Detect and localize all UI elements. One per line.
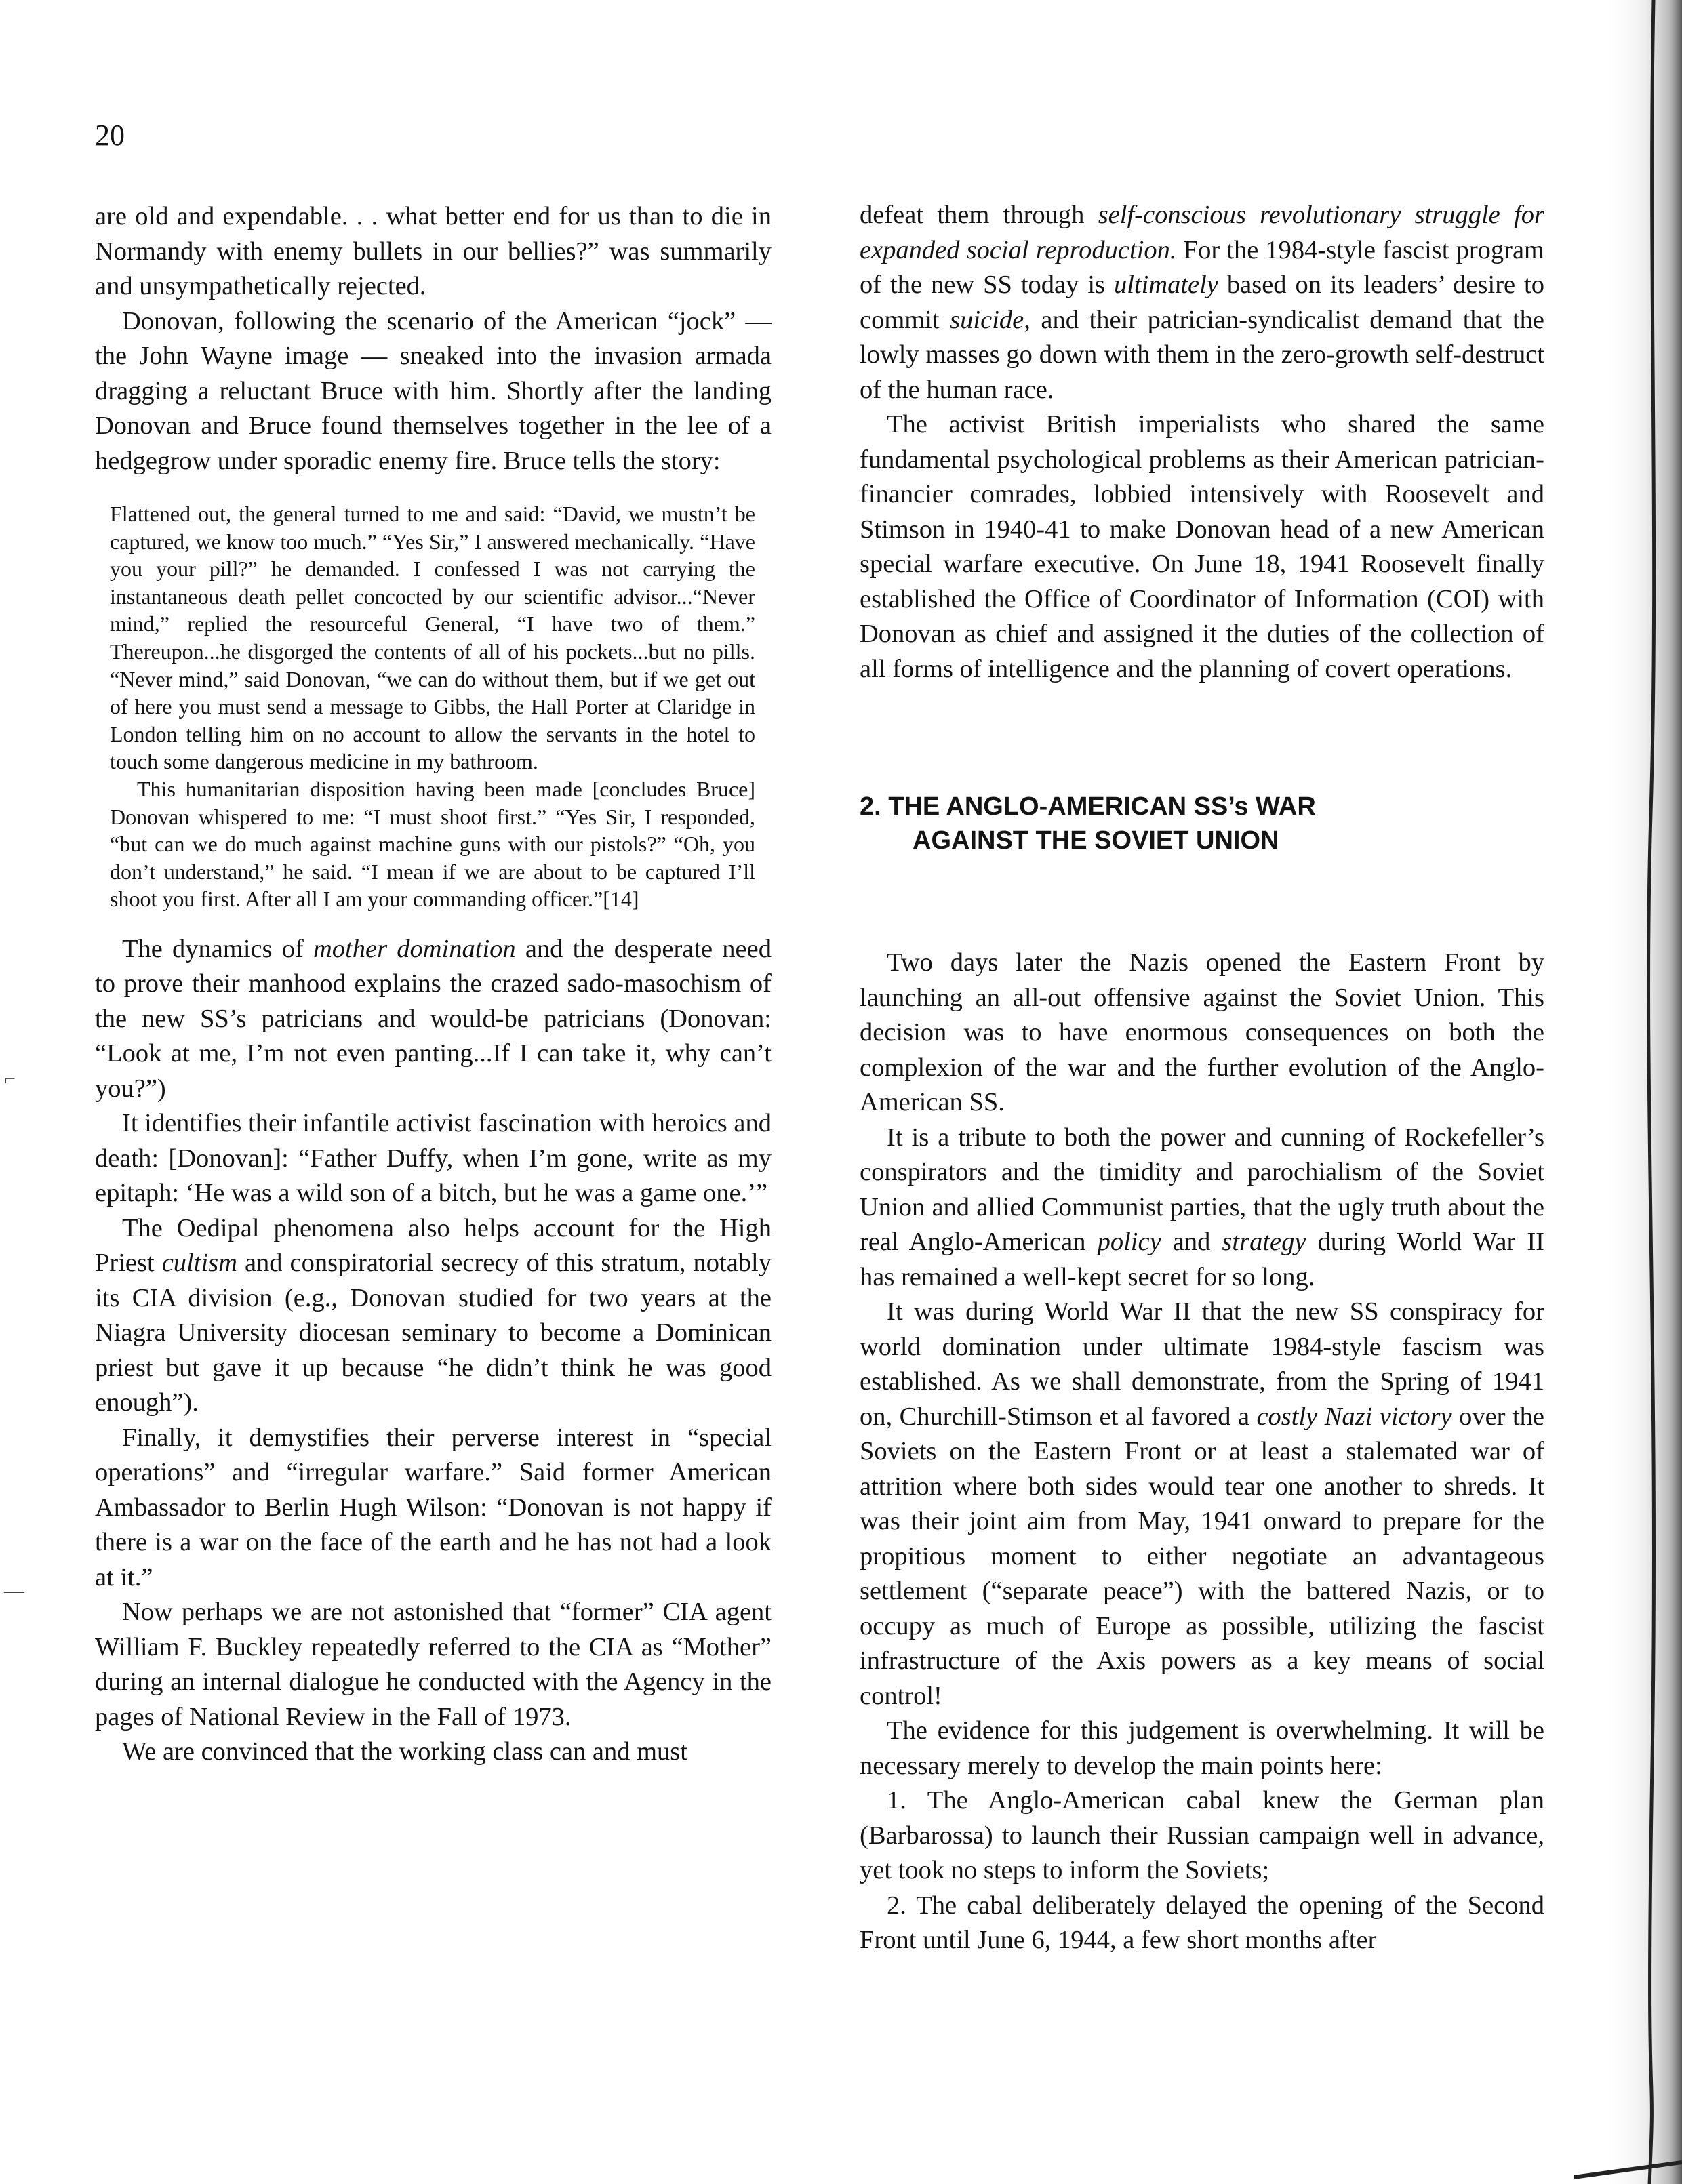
paragraph: are old and expendable. . . what better end for us than to die in Normandy with enemy bullets in our bellies?” was summarily and unsympathetically rejected. — [95, 202, 772, 300]
paragraph: The dynamics of mother domination and the desperate need to prove their manhood explains the crazed sado-masochism of the new SS’s patricians and would-be patricians (Donovan: “Look at me, I’m not even panting...If I can take it, why can’t you?”) — [95, 934, 772, 1103]
margin-mark: ⌐ — [4, 1068, 16, 1090]
paragraph: Donovan, following the scenario of the American “jock” — the John Wayne image — sneaked into the invasion armada dragging a reluctant Bruce with him. Shortly after the landing Donovan and Bruce found themselves together in the lee of a hedgegrow under sporadic enemy fire. Bruce tells the story: — [95, 306, 772, 475]
paragraph: It was during World War II that the new SS conspiracy for world domination under ultimate 1984-style fascism was established. As we shall demonstrate, from the Spring of 1941 on, Churchill-Stimson et al favored a costly Nazi victory over the Soviets on the Eastern Front or at least a stalemated war of attrition where both sides would tear one another to shreds. It was their joint aim from May, 1941 onward to prepare for the propitious moment to either negotiate an advantageous settlement (“separate peace”) with the battered Nazis, or to occupy as much of Europe as possible, utilizing the fascist infrastructure of the Axis powers as a key means of social control! — [860, 1297, 1544, 1710]
italic-emphasis: strategy — [1222, 1228, 1306, 1256]
heading-line: 2. THE ANGLO-AMERICAN SS’s WAR — [860, 792, 1316, 821]
italic-emphasis: self-conscious revolutionary struggle for expanded social reproduction. — [860, 201, 1545, 264]
italic-emphasis: cultism — [161, 1249, 237, 1278]
paragraph: 1. The Anglo-American cabal knew the German plan (Barbarossa) to launch their Russian campaign well in advance, yet took no steps to inform the Soviets; — [860, 1786, 1544, 1884]
paragraph: It is a tribute to both the power and cunning of Rockefeller’s conspirators and the timidity and parochialism of the Soviet Union and allied Communist parties, that the ugly truth about the real Anglo-American policy and strategy during World War II has remained a well-kept secret for so long. — [860, 1123, 1544, 1291]
margin-mark: — — [4, 1579, 24, 1602]
paragraph: We are convinced that the working class can and must — [122, 1737, 687, 1766]
paragraph: It identifies their infantile activist fascination with heroics and death: [Donovan]: “Father Duffy, when I’m gone, write as my epitaph: ‘He was a wild son of a bitch, but he was a game one.’” — [95, 1109, 772, 1208]
paragraph: Now perhaps we are not astonished that “former” CIA agent William F. Buckley repeatedly referred to the CIA as “Mother” during an internal dialogue he conducted with the Agency in the pages of National Review in the Fall of 1973. — [95, 1598, 772, 1731]
paragraph: Finally, it demystifies their perverse interest in “special operations” and “irregular warfare.” Said former American Ambassador to Berlin Hugh Wilson: “Donovan is not happy if there is a war on the face of the earth and he has not had a look at it.” — [95, 1423, 772, 1592]
paragraph: Two days later the Nazis opened the Eastern Front by launching an all-out offensive against the Soviet Union. This decision was to have enormous consequences on both the complexion of the war and the further evolution of the Anglo-American SS. — [860, 948, 1544, 1116]
right-column — [860, 198, 1544, 1958]
paragraph: 2. The cabal deliberately delayed the opening of the Second Front until June 6, 1944, a few short months after — [860, 1890, 1544, 1954]
quote-paragraph: This humanitarian disposition having been made [concludes Bruce] Donovan whispered to me: “I must shoot first.” “Yes Sir, I responded, “but can we do much against machine guns with our pistols?” “Oh, you don’t understand,” he said. “I mean if we are about to be captured I’ll shoot you first. After all I am your commanding officer.”[14] — [110, 776, 755, 912]
paragraph: The activist British imperialists who shared the same fundamental psychological problems as their American patrician-financier comrades, lobbied intensively with Roosevelt and Stimson in 1940-41 to make Donovan head of a new American special warfare executive. On June 18, 1941 Roosevelt finally established the Office of Coordinator of Information (COI) with Donovan as chief and assigned it the duties of the collection of all forms of intelligence and the planning of covert operations. — [860, 410, 1544, 683]
paragraph: The evidence for this judgement is overwhelming. It will be necessary merely to develop the main points here: — [860, 1716, 1544, 1780]
page-number: 20 — [95, 119, 125, 152]
scanned-page-edge — [1574, 0, 1682, 2184]
heading-line: AGAINST THE SOVIET UNION — [913, 826, 1279, 855]
italic-emphasis: suicide — [950, 305, 1024, 334]
left-column — [95, 199, 772, 1770]
italic-emphasis: costly Nazi victory — [1256, 1402, 1452, 1431]
paragraph: The Oedipal phenomena also helps account for the High Priest cultism and conspiratorial secrecy of this stratum, notably its CIA division (e.g., Donovan studied for two years at the Niagra University diocesan seminary to become a Dominican priest but gave it up because “he didn’t think he was good enough”). — [95, 1213, 772, 1417]
block-quote — [95, 500, 772, 913]
italic-emphasis: mother domination — [313, 934, 516, 963]
quote-paragraph: Flattened out, the general turned to me and said: “David, we mustn’t be captured, we know too much.” “Yes Sir,” I answered mechanically. “Have you your pill?” he demanded. I confessed I was not carrying the instantaneous death pellet concocted by our scientific advisor...“Never mind,” replied the resourceful General, “I have two of them.” Thereupon...he disgorged the contents of all of his pockets...but no pills. “Never mind,” said Donovan, “we can do without them, but if we get out of here you must send a message to Gibbs, the Hall Porter at Claridge in London telling him on no account to allow the servants in the hotel to touch some dangerous medicine in my bathroom. — [110, 502, 755, 774]
section-heading — [860, 790, 1544, 857]
italic-emphasis: ultimately — [1113, 270, 1218, 299]
italic-emphasis: policy — [1097, 1228, 1161, 1256]
paragraph: defeat them through self-conscious revolutionary struggle for expanded social reproduction. For the 1984-style fascist program of the new SS today is ultimately based on its leaders’ desire to commit suicide, and their patrician-syndicalist demand that the lowly masses go down with them in the zero-growth self-destruct of the human race. — [860, 201, 1545, 404]
